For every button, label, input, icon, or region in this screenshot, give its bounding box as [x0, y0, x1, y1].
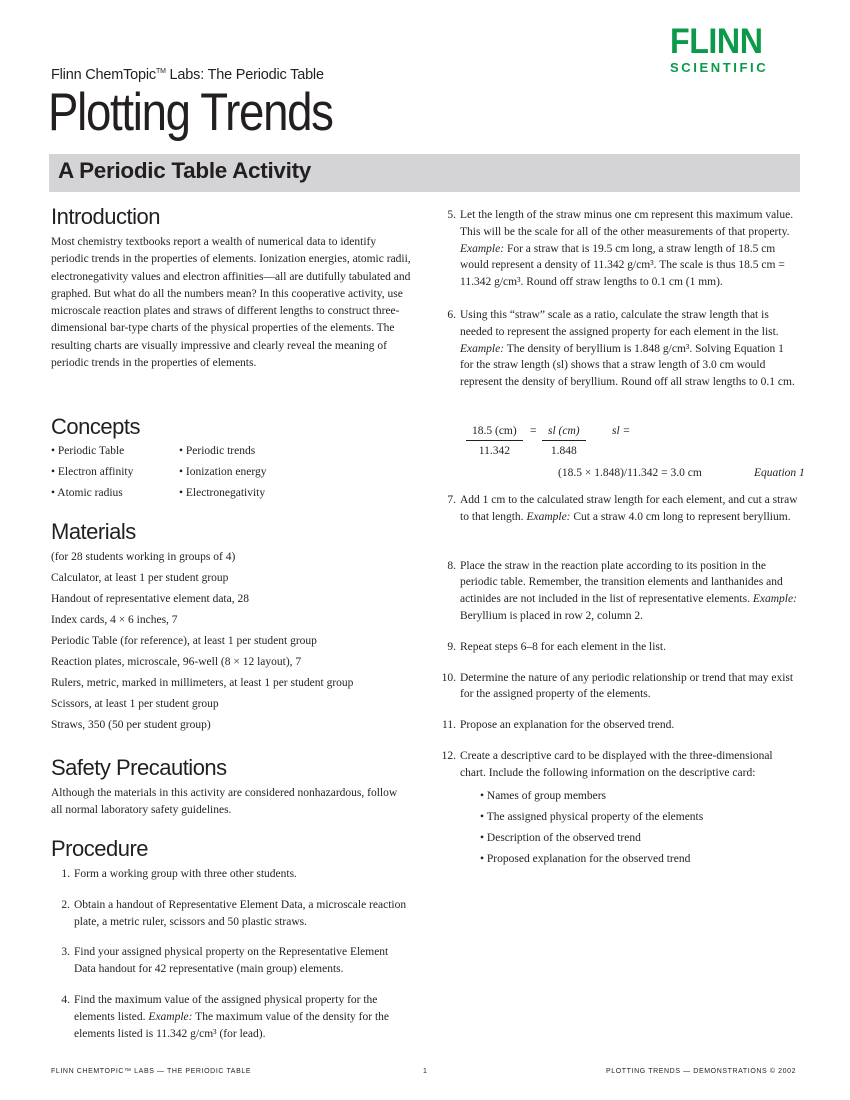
bullet-text: Proposed explanation for the observed trend: [486, 852, 691, 865]
example-label: Example:: [460, 242, 505, 255]
procedure-step: [442, 307, 798, 391]
procedure-steps-right: [442, 207, 798, 405]
procedure-step: [442, 492, 798, 526]
concept-item: • Periodic Table: [51, 445, 125, 457]
step-number: 10.: [441, 671, 456, 684]
step-text: Add 1 cm to the calculated straw length for each element, and cut a straw to that length.: [460, 494, 798, 523]
equals-sign: =: [530, 425, 537, 437]
step-number: 7.: [447, 494, 456, 506]
concept-label: Periodic trends: [185, 445, 256, 457]
material-item: Straws, 350 (50 per student group): [51, 719, 211, 731]
concept-item: • Ionization energy: [179, 466, 267, 478]
procedure-step: [442, 207, 798, 291]
page-number: 1: [423, 1068, 428, 1075]
concept-label: Periodic Table: [57, 445, 125, 457]
concept-label: Electron affinity: [57, 466, 134, 478]
material-item: Scissors, at least 1 per student group: [51, 698, 219, 710]
step-text: Cut a straw 4.0 cm long to represent beryllium.: [570, 510, 791, 523]
concept-item: • Atomic radius: [51, 487, 123, 499]
step-text: Using this “straw” scale as a ratio, calculate the straw length that is needed to represent the assigned property for each element in the list.: [460, 308, 779, 338]
equation-rhs: sl =: [612, 425, 631, 437]
step-text: Repeat steps 6–8 for each element in the list.: [460, 640, 666, 653]
example-label: Example:: [752, 593, 797, 606]
fraction-denominator: 11.342: [478, 445, 510, 457]
bullet-item: • Proposed explanation for the observed trend: [480, 852, 691, 865]
fraction-denominator: 1.848: [550, 445, 577, 457]
step-number: 9.: [447, 640, 456, 653]
procedure-step: [56, 992, 412, 1042]
procedure-steps-right-2: [442, 492, 798, 884]
concept-label: Atomic radius: [57, 487, 123, 499]
step-text: Create a descriptive card to be displayed with the three-dimensional chart. Include the following information on the descriptive card:: [460, 749, 773, 779]
introduction-text: Most chemistry textbooks report a wealth of numerical data to identify periodic trends in the properties of elements. Ionization energies, atomic radii, electronegativity values and electron affinities—all are dutifully tabulated and graphed. But what do all the numbers mean? In this cooperative activity, use microscale reaction plates and straws of different lengths to construct three-dimensional bar-type charts of the physical properties of the elements. The resulting charts are visually impressive and clearly reveal the meaning of periodic trends in the properties of elements.: [51, 236, 411, 370]
bullet-text: Description of the observed trend: [486, 831, 641, 844]
series-title: [51, 67, 324, 83]
concept-label: Ionization energy: [185, 466, 267, 478]
step-text: Form a working group with three other students.: [74, 868, 297, 880]
concept-label: Electronegativity: [185, 487, 266, 499]
bullet-item: • The assigned physical property of the elements: [480, 810, 704, 823]
trademark: TM: [156, 68, 166, 75]
procedure-step: [56, 866, 412, 883]
step-text: Determine the nature of any periodic relationship or trend that may exist for the assigned property of the elements.: [460, 671, 794, 701]
step-text: Propose an explanation for the observed trend.: [460, 719, 675, 732]
materials-note: (for 28 students working in groups of 4): [51, 551, 236, 563]
step-number: 11.: [442, 719, 456, 732]
logo-line-1: FLINN: [670, 22, 763, 61]
bullet-text: The assigned physical property of the elements: [486, 810, 704, 823]
equation-label: Equation 1: [754, 467, 805, 479]
step-text: Beryllium is placed in row 2, column 2.: [460, 609, 644, 622]
procedure-step: [442, 558, 798, 625]
material-item: Rulers, metric, marked in millimeters, at least 1 per student group: [51, 677, 354, 689]
safety-heading: Safety Precautions: [51, 755, 227, 780]
logo-line-2: SCIENTIFIC: [670, 60, 769, 75]
bullet-text: Names of group members: [486, 789, 607, 802]
bullet-item: • Names of group members: [480, 789, 607, 802]
procedure-step: [442, 639, 798, 656]
flinn-logo: [670, 24, 771, 74]
step-number: 1.: [61, 868, 70, 880]
step-number: 2.: [61, 898, 70, 911]
step-number: 5.: [447, 209, 456, 221]
step-number: 3.: [61, 946, 70, 959]
procedure-step: [442, 748, 798, 870]
procedure-steps-left: [56, 866, 412, 1056]
introduction-heading: Introduction: [51, 204, 160, 229]
step-number: 6.: [447, 308, 456, 321]
step-text: Find your assigned physical property on the Representative Element Data handout for 42 representative (main group) elements.: [74, 946, 389, 976]
page-title: Plotting Trends: [48, 83, 333, 142]
equation-result: (18.5 × 1.848)/11.342 = 3.0 cm: [558, 467, 702, 479]
footer-left: FLINN CHEMTOPIC™ LABS — THE PERIODIC TABLE: [51, 1068, 252, 1075]
material-item: Calculator, at least 1 per student group: [51, 572, 229, 584]
procedure-step: [442, 717, 798, 734]
footer-right: PLOTTING TRENDS — DEMONSTRATIONS © 2002: [606, 1068, 797, 1075]
concepts-heading: Concepts: [51, 414, 140, 439]
fraction-left: [466, 425, 523, 457]
fraction-right: [542, 425, 586, 457]
example-label: Example:: [526, 510, 571, 523]
safety-text: Although the materials in this activity are considered nonhazardous, follow all normal laboratory safety guidelines.: [51, 787, 398, 817]
material-item: Index cards, 4 × 6 inches, 7: [51, 614, 178, 626]
step-text: For a straw that is 19.5 cm long, a straw length of 18.5 cm would represent a density of 11.342 g/cm³. The scale is thus 18.5 cm = 11.342 g/cm³. Round off straw lengths to 0.1 cm (1 mm).: [460, 242, 785, 289]
procedure-step: [442, 670, 798, 704]
step-text: The density of beryllium is 1.848 g/cm³. Solving Equation 1 for the straw length (sl) shows that a straw length of 3.0 cm would represent the density of beryllium. Round off all straw lengths to 0.1 cm.: [460, 342, 795, 389]
materials-list: [51, 547, 411, 736]
materials-heading: Materials: [51, 519, 136, 544]
example-label: Example:: [148, 1010, 193, 1023]
fraction-numerator: 18.5 (cm): [466, 425, 523, 441]
concept-item: • Electron affinity: [51, 466, 134, 478]
procedure-heading: Procedure: [51, 836, 149, 861]
bullet-item: • Description of the observed trend: [480, 831, 641, 844]
step-text: Let the length of the straw minus one cm represent this maximum value. This will be the scale for all of the other measurements of that property.: [460, 209, 794, 238]
step-number: 4.: [61, 993, 70, 1006]
equation-1: [440, 425, 810, 485]
step-text: The maximum value of the density for the elements listed is 11.342 g/cm³ (for lead).: [74, 1010, 390, 1040]
series-prefix: Flinn ChemTopic: [51, 67, 156, 83]
step-number: 8.: [447, 559, 456, 572]
material-item: Reaction plates, microscale, 96-well (8 × 12 layout), 7: [51, 656, 302, 668]
fraction-numerator: sl (cm): [542, 425, 586, 441]
step-text: Obtain a handout of Representative Element Data, a microscale reaction plate, a metric ruler, scissors and 50 plastic straws.: [74, 898, 407, 928]
step-text: Find the maximum value of the assigned physical property for the elements listed.: [74, 993, 378, 1023]
concept-item: • Electronegativity: [179, 487, 266, 499]
procedure-step: [56, 897, 412, 931]
descriptive-card-list: [480, 786, 798, 870]
material-item: Periodic Table (for reference), at least 1 per student group: [51, 635, 317, 647]
step-number: 12.: [441, 749, 456, 762]
step-text: Place the straw in the reaction plate according to its position in the periodic table. Remember, the transition elements and lanthanides and actinides are not included in the list of representative elements.: [460, 559, 783, 606]
subtitle: A Periodic Table Activity: [58, 158, 311, 183]
concept-item: • Periodic trends: [179, 445, 256, 457]
subtitle-banner: [49, 154, 800, 192]
series-suffix: Labs: The Periodic Table: [165, 67, 324, 83]
material-item: Handout of representative element data, 28: [51, 593, 249, 605]
example-label: Example:: [460, 342, 505, 355]
procedure-step: [56, 944, 412, 978]
